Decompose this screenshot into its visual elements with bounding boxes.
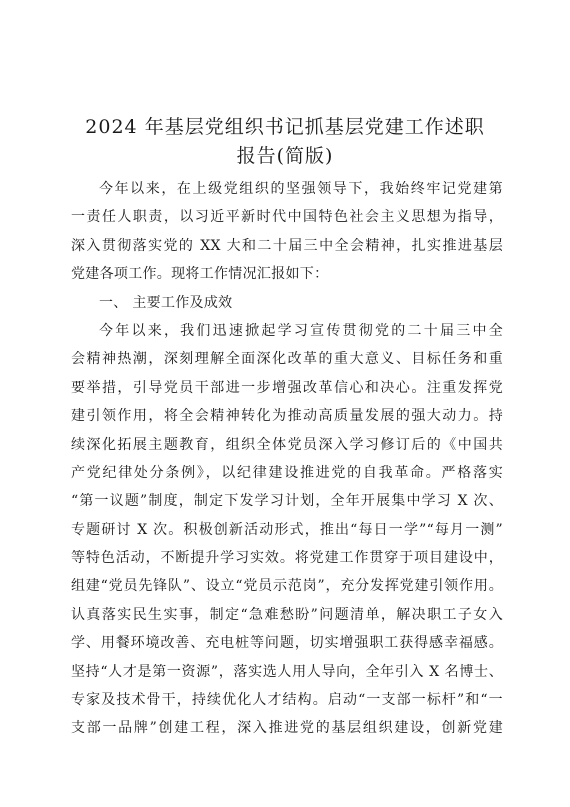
body-line: 一、 主要工作及成效 xyxy=(99,294,233,311)
body-line: 支部一品牌”创建工程，深入推进党的基层组织建设，创新党建 xyxy=(71,720,503,737)
body-line: 组建“党员先锋队”、设立“党员示范岗”，充分发挥党建引领作用。 xyxy=(71,578,503,595)
body-line: 会精神热潮，深刻理解全面深化改革的重大意义、目标任务和重 xyxy=(71,351,503,368)
body-line: 坚持“人才是第一资源”，落实选人用人导向，全年引入 X 名博士、 xyxy=(71,663,503,680)
body-line: 建引领作用，将全会精神转化为推动高质量发展的强大动力。持 xyxy=(71,408,503,425)
body-line: 一责任人职责，以习近平新时代中国特色社会主义思想为指导， xyxy=(71,209,503,226)
body-line: 今年以来，在上级党组织的坚强领导下，我始终牢记党建第 xyxy=(99,181,503,197)
body-line: 专家及技术骨干，持续优化人才结构。启动“一支部一标杆”和“一 xyxy=(71,692,503,709)
body-line: 等特色活动，不断提升学习实效。将党建工作贯穿于项目建设中， xyxy=(71,550,503,567)
body-line: 今年以来，我们迅速掀起学习宣传贯彻党的二十届三中全 xyxy=(99,322,503,339)
body-line: “第一议题”制度，制定下发学习计划，全年开展集中学习 X 次、 xyxy=(71,493,503,510)
body-line: 认真落实民生实事，制定“急难愁盼”问题清单，解决职工子女入 xyxy=(71,606,503,623)
body-line: 党建各项工作。现将工作情况汇报如下： xyxy=(71,266,329,283)
body-line: 专题研讨 X 次。积极创新活动形式，推出“每日一学”“每月一测” xyxy=(71,521,503,538)
body-line: 要举措，引导党员干部进一步增强改革信心和决心。注重发挥党 xyxy=(71,379,503,396)
document-body xyxy=(71,175,503,743)
body-line: 续深化拓展主题教育，组织全体党员深入学习修订后的《中国共 xyxy=(71,436,503,453)
document-title-line-2: 报告(简版) xyxy=(236,145,334,167)
body-line: 学、用餐环境改善、充电桩等问题，切实增强职工获得感幸福感。 xyxy=(71,635,503,652)
document-title-line-1: 2024 年基层党组织书记抓基层党建工作述职 xyxy=(85,116,485,138)
body-line: 深入贯彻落实党的 XX 大和二十届三中全会精神，扎实推进基层 xyxy=(71,237,503,254)
body-line: 产党纪律处分条例》，以纪律建设推进党的自我革命。严格落实 xyxy=(71,464,503,481)
